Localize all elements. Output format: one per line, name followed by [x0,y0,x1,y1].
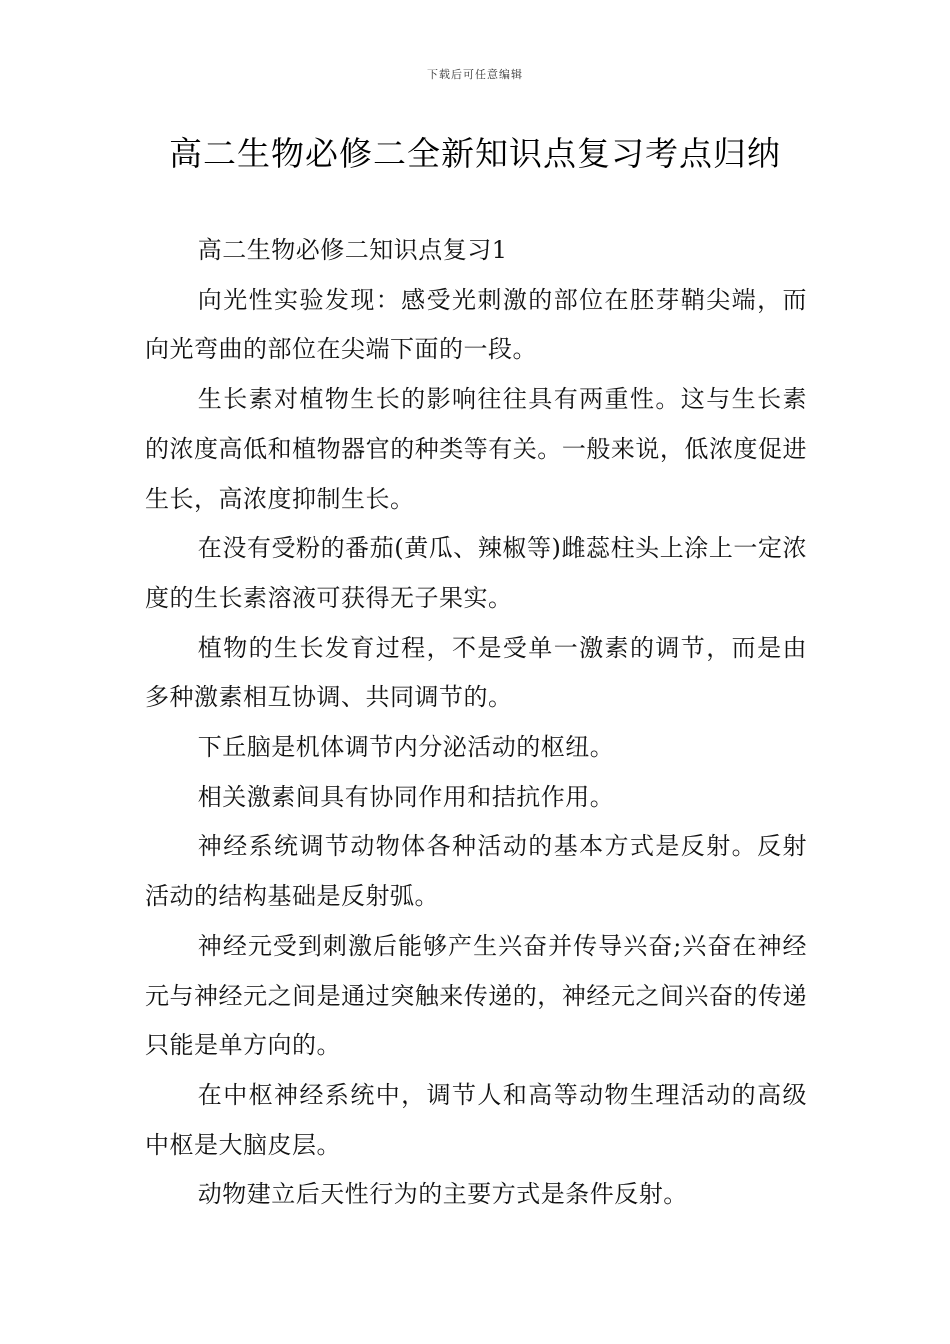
document-title: 高二生物必修二全新知识点复习考点归纳 [169,134,781,173]
paragraph: 在中枢神经系统中，调节人和高等动物生理活动的高级中枢是大脑皮层。 [145,1080,807,1159]
paragraph: 相关激素间具有协同作用和拮抗作用。 [197,782,615,811]
paragraph: 植物的生长发育过程，不是受单一激素的调节，而是由多种激素相互协调、共同调节的。 [145,633,807,712]
paragraph-section-heading: 高二生物必修二知识点复习1 [197,236,508,264]
document-body [145,226,807,1220]
paragraph: 向光性实验发现：感受光刺激的部位在胚芽鞘尖端，而向光弯曲的部位在尖端下面的一段。 [145,285,807,364]
paragraph: 神经系统调节动物体各种活动的基本方式是反射。反射活动的结构基础是反射弧。 [145,832,807,911]
header-note: 下载后可任意编辑 [427,68,523,81]
paragraph: 下丘脑是机体调节内分泌活动的枢纽。 [197,733,615,762]
paragraph: 动物建立后天性行为的主要方式是条件反射。 [197,1180,688,1209]
paragraph: 神经元受到刺激后能够产生兴奋并传导兴奋;兴奋在神经元与神经元之间是通过突触来传递的，神经元之间兴奋的传递只能是单方向的。 [145,931,807,1060]
paragraph: 在没有受粉的番茄(黄瓜、辣椒等)雌蕊柱头上涂上一定浓度的生长素溶液可获得无子果实。 [145,534,807,612]
paragraph: 生长素对植物生长的影响往往具有两重性。这与生长素的浓度高低和植物器官的种类等有关。一般来说，低浓度促进生长，高浓度抑制生长。 [145,385,807,513]
